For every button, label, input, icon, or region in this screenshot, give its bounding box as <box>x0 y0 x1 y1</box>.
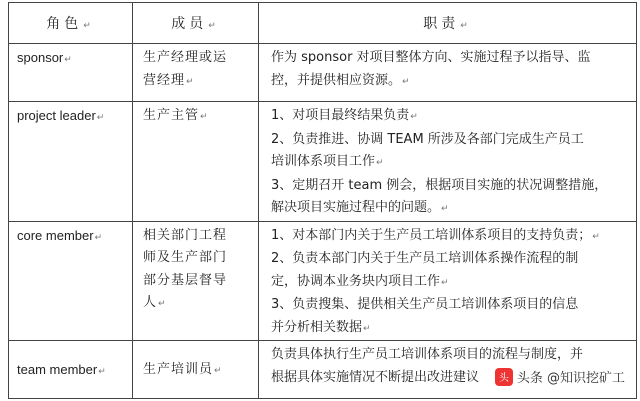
member-cell: 生产培训员↵ <box>133 341 259 399</box>
member-cell: 相关部门工程 师及生产部门 部分基层督导 人↵ <box>133 221 259 341</box>
watermark <box>492 366 628 387</box>
role-cell: core member↵ <box>9 221 133 341</box>
table-row <box>9 221 637 341</box>
header-role: 角色↵ <box>9 3 133 44</box>
role-cell: project leader↵ <box>9 102 133 222</box>
table-row <box>9 44 637 102</box>
member-cell: 生产经理或运 营经理↵ <box>133 44 259 102</box>
duty-cell: 1、对本部门内关于生产员工培训体系项目的支持负责；↵ 2、负责本部门内关于生产员工培训体系操作流程的制 定，协调本业务块内项目工作↵ 3、负责搜集、提供相关生产员工培训体系项目的信息 并分析相关数据↵ <box>259 221 637 341</box>
table-row <box>9 102 637 222</box>
watermark-text: 头条 @知识挖矿工 <box>516 371 625 386</box>
toutiao-logo-icon: 头 <box>495 368 513 386</box>
duty-cell: 作为 sponsor 对项目整体方向、实施过程予以指导、监 控，并提供相应资源。↵ <box>259 44 637 102</box>
header-duty: 职责↵ <box>259 3 637 44</box>
role-cell: sponsor↵ <box>9 44 133 102</box>
duty-cell: 负责具体执行生产员工培训体系项目的流程与制度，并 根据具体实施情况不断提出改进建议 <box>259 341 637 399</box>
roles-table <box>8 2 637 399</box>
header-row <box>9 3 637 44</box>
roles-table-container <box>8 2 636 399</box>
header-member: 成员↵ <box>133 3 259 44</box>
member-cell: 生产主管↵ <box>133 102 259 222</box>
duty-cell: 1、对项目最终结果负责↵ 2、负责推进、协调 TEAM 所涉及各部门完成生产员工 培训体系项目工作↵ 3、定期召开 team 例会，根据项目实施的状况调整措施， 解决项目实施过程中的问题。↵ <box>259 102 637 222</box>
role-cell: team member↵ <box>9 341 133 399</box>
